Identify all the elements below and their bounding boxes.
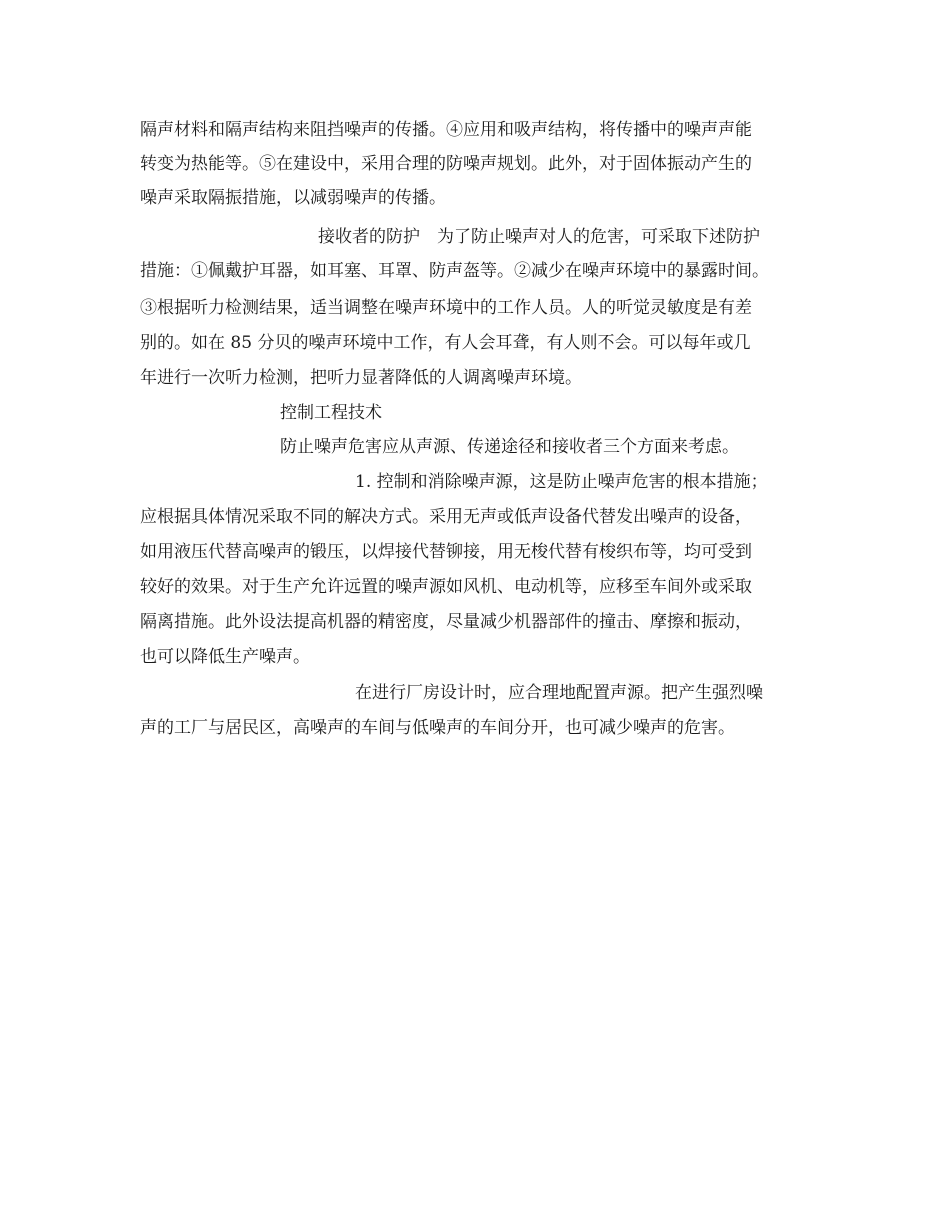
text-line: 年进行一次听力检测，把听力显著降低的人调离噪声环境。 [140, 368, 582, 388]
text-line: 较好的效果。对于生产允许远置的噪声源如风机、电动机等，应移至车间外或采取 [140, 577, 752, 597]
text-line: 隔离措施。此外设法提高机器的精密度，尽量减少机器部件的撞击、摩擦和振动， [140, 612, 752, 632]
text-line: 接收者的防护 为了防止噪声对人的危害，可采取下述防护 [318, 227, 760, 247]
text-line: 声的工厂与居民区，高噪声的车间与低噪声的车间分开，也可减少噪声的危害。 [140, 718, 735, 738]
text-line: 别的。如在 85 分贝的噪声环境中工作，有人会耳聋，有人则不会。可以每年或几 [140, 333, 751, 353]
text-line: 防止噪声危害应从声源、传递途径和接收者三个方面来考虑。 [280, 437, 739, 457]
text-line: 噪声采取隔振措施，以减弱噪声的传播。 [140, 188, 446, 208]
text-line: 措施：①佩戴护耳器，如耳塞、耳罩、防声盔等。②减少在噪声环境中的暴露时间。 [140, 261, 769, 281]
text-line: ③根据听力检测结果，适当调整在噪声环境中的工作人员。人的听觉灵敏度是有差 [140, 298, 752, 318]
text-line: 应根据具体情况采取不同的解决方式。采用无声或低声设备代替发出噪声的设备， [140, 507, 752, 527]
text-line: 转变为热能等。⑤在建设中，采用合理的防噪声规划。此外，对于固体振动产生的 [140, 154, 752, 174]
text-line: 在进行厂房设计时，应合理地配置声源。把产生强烈噪 [355, 683, 763, 703]
text-line: 隔声材料和隔声结构来阻挡噪声的传播。④应用和吸声结构，将传播中的噪声声能 [140, 120, 752, 140]
text-line: 也可以降低生产噪声。 [140, 647, 310, 667]
text-line: 1. 控制和消除噪声源，这是防止噪声危害的根本措施； [355, 472, 768, 492]
section-heading: 控制工程技术 [280, 403, 382, 423]
text-line: 如用液压代替高噪声的锻压，以焊接代替铆接，用无梭代替有梭织布等，均可受到 [140, 542, 752, 562]
